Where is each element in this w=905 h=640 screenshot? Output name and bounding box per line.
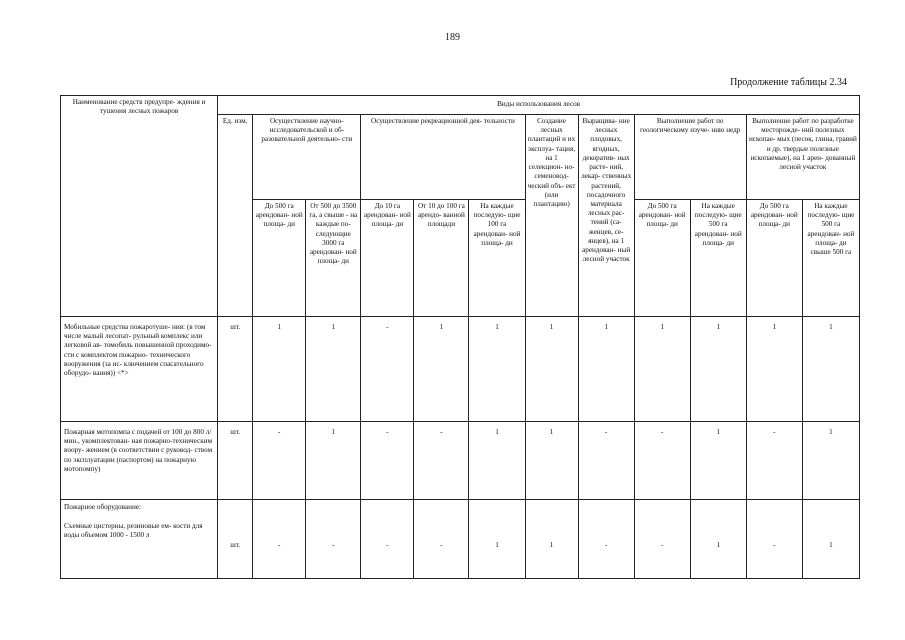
- cell-value: 1: [525, 500, 578, 579]
- cell-value: -: [578, 500, 634, 579]
- row-unit: шт.: [218, 317, 253, 422]
- cell-value: -: [253, 422, 306, 500]
- table-row: [61, 317, 860, 422]
- subheader: От 500 до 3500 га, а свыше - на каждые по- следующие 3000 га арендован- ной площа- ди: [306, 200, 361, 317]
- cell-value: 1: [306, 422, 361, 500]
- subheader: До 10 га арендован- ной площа- ди: [361, 200, 414, 317]
- cell-value: 1: [634, 317, 690, 422]
- cell-value: 1: [525, 422, 578, 500]
- subheader: На каждые последую- щие 500 га арендован- ной площа- ди: [690, 200, 746, 317]
- cell-value: 1: [802, 317, 859, 422]
- row-unit: шт.: [218, 500, 253, 579]
- cell-value: 1: [469, 422, 525, 500]
- group-mining: Выполнение работ по разработке месторожде- ний полезных ископае- мых (песок, глина, гравий и др. твердые полезные ископаемые), на 1 арен- дованный лесной участок: [746, 115, 859, 200]
- group-plantations: Создание лесных плантаций и их эксплуа- тация, на 1 селекцион- но- семеновод- ческий объ- ект (или плантацию): [525, 115, 578, 317]
- cell-value: -: [634, 500, 690, 579]
- subheader: До 500 га арендован- ной площа- ди: [634, 200, 690, 317]
- subheader: На каждые последую- щие 100 га арендован- ной площа- ди: [469, 200, 525, 317]
- cell-value: -: [746, 422, 802, 500]
- cell-value: -: [414, 422, 469, 500]
- cell-value: 1: [525, 317, 578, 422]
- cell-value: -: [746, 500, 802, 579]
- cell-value: -: [306, 500, 361, 579]
- subheader: До 500 га арендован- ной площа- ди: [746, 200, 802, 317]
- row-unit: шт.: [218, 422, 253, 500]
- cell-value: 1: [469, 317, 525, 422]
- cell-value: 1: [690, 422, 746, 500]
- row-name-text: Съемные цистерны, резиновые ем- кости для воды объемом 1000 - 1500 л: [64, 522, 203, 540]
- cell-value: 1: [414, 317, 469, 422]
- cell-value: -: [414, 500, 469, 579]
- group-research: Осуществление научно- исследовательской и об- разовательной деятельно- сти: [253, 115, 361, 200]
- subheader: От 10 до 100 га арендо- ванной площади: [414, 200, 469, 317]
- row-name: Мобильные средства пожаротуше- ния: (в том числе малый лесопат- рульный комплекс или легковой ав- томобиль повышенной проходимо- сти с комплектом пожарно- технического вооружения (за ис- ключением спасательного оборудо- вания)) <*>: [61, 317, 218, 422]
- table-row: [61, 422, 860, 500]
- table-continuation-label: Продолжение таблицы 2.34: [730, 77, 847, 88]
- cell-value: 1: [802, 422, 859, 500]
- group-recreation: Осуществление рекреационной дея- тельности: [361, 115, 525, 200]
- group-geology: Выполнение работ по геологическому изуче- нию недр: [634, 115, 746, 200]
- col-header-means: Наименование средств предупре- ждения и тушения лесных пожаров: [61, 96, 218, 317]
- subheader: На каждые последую- щие 500 га арендован- ной площа- ди свыше 500 га: [802, 200, 859, 317]
- col-header-unit: Ед. изм.: [218, 115, 253, 317]
- cell-value: -: [361, 422, 414, 500]
- cell-value: 1: [746, 317, 802, 422]
- cell-value: 1: [802, 500, 859, 579]
- page-number: 189: [445, 32, 460, 43]
- cell-value: 1: [578, 317, 634, 422]
- cell-value: 1: [469, 500, 525, 579]
- cell-value: -: [361, 317, 414, 422]
- cell-value: 1: [253, 317, 306, 422]
- group-header-forest-use: Виды использования лесов: [218, 96, 860, 115]
- row-name: [61, 500, 218, 579]
- cell-value: 1: [306, 317, 361, 422]
- table-row: [61, 500, 860, 579]
- cell-value: -: [578, 422, 634, 500]
- subheader: До 500 га арендован- ной площа- ди: [253, 200, 306, 317]
- cell-value: 1: [690, 317, 746, 422]
- cell-value: -: [361, 500, 414, 579]
- cell-value: -: [634, 422, 690, 500]
- fire-equipment-table: [60, 95, 860, 579]
- cell-value: -: [253, 500, 306, 579]
- cell-value: 1: [690, 500, 746, 579]
- group-cultivation: Выращива- ние лесных плодовых, ягодных, декоратив- ных расте- ний, лекар- ственных растений, посадочного материала лесных рас- тений (са- женцев, се- янцев), на 1 арендован- ный лесной участок: [578, 115, 634, 317]
- row-name: Пожарная мотопомпа с подачей от 100 до 800 л/мин., укомплектован- ная пожарно-техническим воору- жением (в соответствии с руковод- ством по эксплуатации (паспортом) на пожарную мотопомпу): [61, 422, 218, 500]
- row-section-title: Пожарное оборудование:: [64, 503, 141, 511]
